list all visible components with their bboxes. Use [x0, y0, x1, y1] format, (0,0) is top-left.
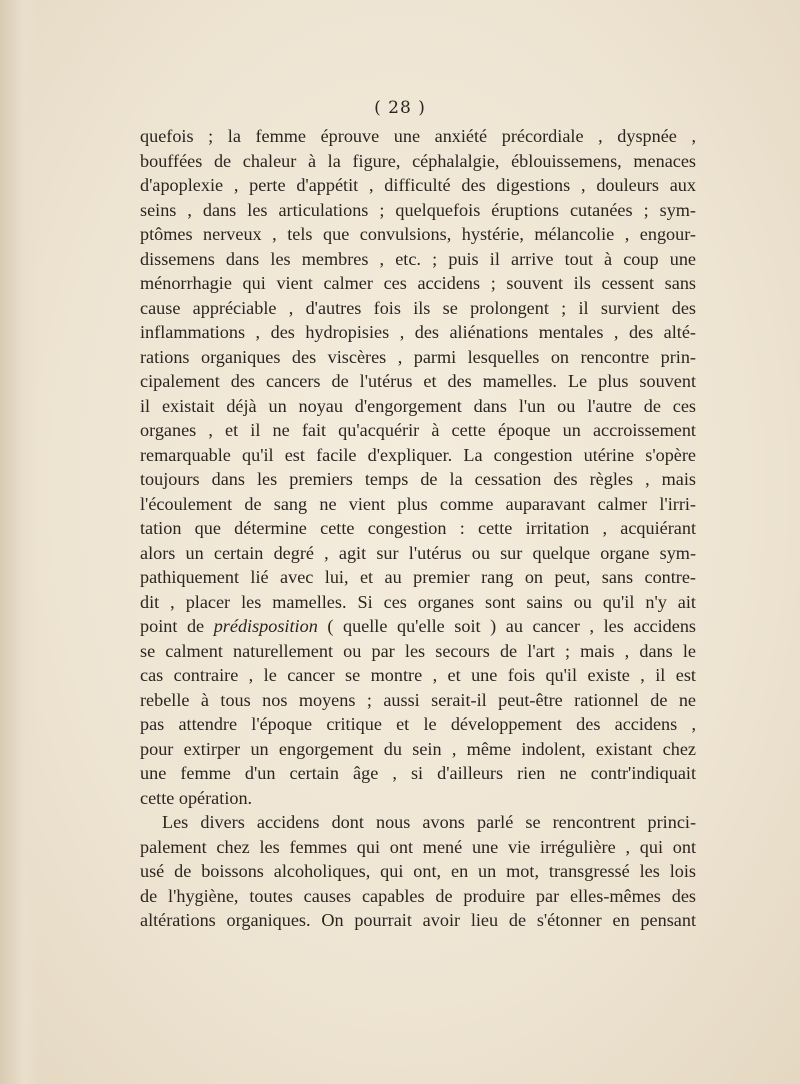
text-line: ptômes nerveux , tels que convulsions, hystérie, mélancolie , engour-	[140, 224, 696, 244]
text-line: pathiquement lié avec lui, et au premier rang on peut, sans contre-	[140, 567, 696, 587]
text-line: dit , placer les mamelles. Si ces organes sont sains ou qu'il n'y ait	[140, 591, 696, 612]
text-line: seins , dans les articulations ; quelquefois éruptions cutanées ; sym-	[140, 199, 696, 220]
binding-shadow	[0, 0, 40, 1084]
text-line: pour extirper un engorgement du sein , même indolent, existant chez	[140, 738, 696, 759]
page-number: ( 28 )	[374, 98, 426, 118]
text-line: altérations organiques. On pourrait avoir lieu de s'étonner en pensant	[140, 910, 696, 930]
italic-term: prédisposition	[213, 616, 318, 636]
text-line-with-italic	[140, 614, 696, 639]
text-line: alors un certain degré , agit sur l'utérus ou sur quelque organe sym-	[140, 542, 696, 563]
text-line: inflammations , des hydropisies , des aliénations mentales , des alté-	[140, 322, 696, 342]
text-segment: point de	[140, 616, 214, 636]
text-line: remarquable qu'il est facile d'expliquer. La congestion utérine s'opère	[140, 444, 696, 465]
text-line: cipalement des cancers de l'utérus et des mamelles. Le plus souvent	[140, 371, 696, 391]
text-line: d'apoplexie , perte d'appétit , difficulté des digestions , douleurs aux	[140, 175, 696, 195]
text-line: dissemens dans les membres , etc. ; puis il arrive tout à coup une	[140, 248, 696, 269]
text-line: usé de boissons alcoholiques, qui ont, en un mot, transgressé les lois	[140, 861, 696, 881]
paragraph-2	[140, 810, 696, 933]
text-line: organes , et il ne fait qu'acquérir à cette époque un accroissement	[140, 420, 696, 440]
text-line: se calment naturellement ou par les secours de l'art ; mais , dans le	[140, 640, 696, 661]
text-line: ménorrhagie qui vient calmer ces accidens ; souvent ils cessent sans	[140, 273, 696, 293]
text-line: bouffées de chaleur à la figure, céphalalgie, éblouissemens, menaces	[140, 150, 696, 171]
text-line: tation que détermine cette congestion : cette irritation , acquiérant	[140, 518, 696, 538]
text-line: toujours dans les premiers temps de la cessation des règles , mais	[140, 469, 696, 489]
text-line: cause appréciable , d'autres fois ils se prolongent ; il survient des	[140, 297, 696, 318]
paragraph-1	[140, 124, 696, 810]
text-segment: ( quelle qu'elle soit ) au cancer , les accidens	[317, 616, 696, 636]
text-line: une femme d'un certain âge , si d'ailleurs rien ne contr'indiquait	[140, 763, 696, 783]
body-text	[140, 124, 696, 933]
text-line: quefois ; la femme éprouve une anxiété précordiale , dyspnée ,	[140, 126, 696, 146]
text-line: l'écoulement de sang ne vient plus comme auparavant calmer l'irri-	[140, 493, 696, 514]
text-line: cas contraire , le cancer se montre , et une fois qu'il existe , il est	[140, 665, 696, 685]
text-line: rations organiques des viscères , parmi lesquelles on rencontre prin-	[140, 346, 696, 367]
text-line: palement chez les femmes qui ont mené une vie irrégulière , qui ont	[140, 836, 696, 857]
text-line: de l'hygiène, toutes causes capables de produire par elles-mêmes des	[140, 885, 696, 906]
text-line: cette opération.	[140, 787, 253, 808]
text-line: pas attendre l'époque critique et le développement des accidens ,	[140, 714, 696, 734]
text-line: Les divers accidens dont nous avons parlé se rencontrent princi-	[162, 812, 696, 832]
text-line: il existait déjà un noyau d'engorgement dans l'un ou l'autre de ces	[140, 395, 696, 416]
text-line: rebelle à tous nos moyens ; aussi serait-il peut-être rationnel de ne	[140, 689, 696, 710]
